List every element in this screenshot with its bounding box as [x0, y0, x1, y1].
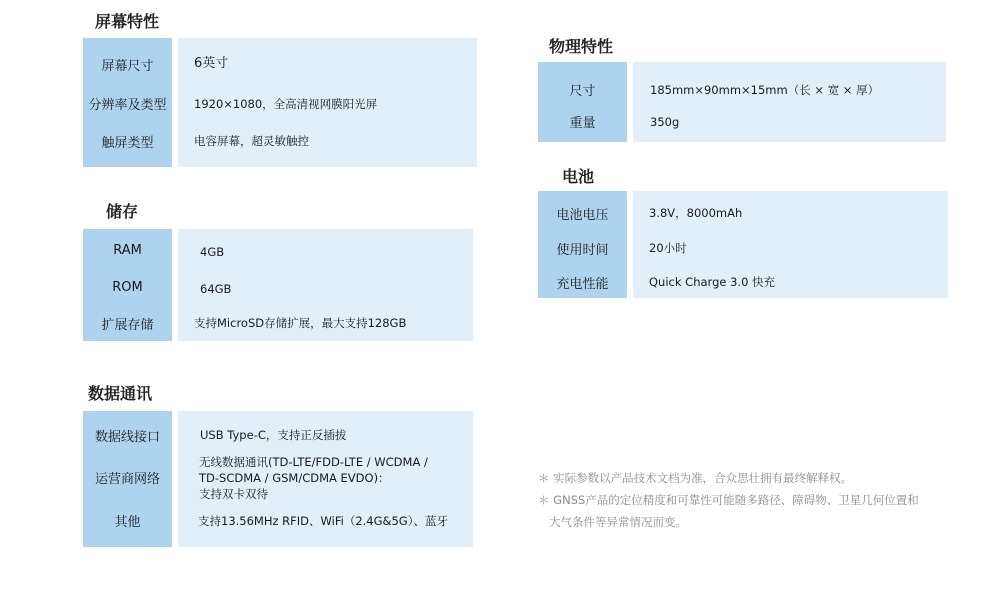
- physical-value-column: [633, 62, 946, 142]
- spec-value-screen-size: 6英寸: [194, 56, 229, 71]
- section-title-battery: 电池: [562, 167, 595, 186]
- spec-label-resolution: 分辨率及类型: [88, 98, 167, 113]
- spec-value-rom: 64GB: [200, 282, 232, 296]
- footnote-1: ＊ 实际参数以产品技术文档为准，合众思壮拥有最终解释权。: [538, 471, 853, 485]
- data-comm-spec-table: [83, 411, 473, 547]
- spec-label-screen-size: 屏幕尺寸: [101, 59, 154, 74]
- spec-value-resolution: 1920×1080，全高清视网膜阳光屏: [194, 97, 378, 111]
- storage-spec-table: [83, 229, 473, 341]
- spec-value-other: 支持13.56MHz RFID、WiFi（2.4G&5G）、蓝牙: [198, 514, 448, 528]
- spec-value-data-port: USB Type-C，支持正反插拔: [200, 428, 347, 442]
- spec-label-dimensions: 尺寸: [569, 84, 596, 99]
- spec-label-rom: ROM: [112, 280, 143, 295]
- spec-label-ram: RAM: [113, 243, 142, 258]
- screen-spec-table: [83, 38, 477, 167]
- spec-label-expandable-storage: 扩展存储: [101, 318, 154, 333]
- section-title-screen: 屏幕特性: [95, 12, 160, 31]
- physical-spec-table: [538, 62, 946, 142]
- spec-value-weight: 350g: [650, 115, 680, 129]
- spec-label-battery-voltage: 电池电压: [556, 208, 609, 223]
- spec-value-carrier-network-line-2: TD-SCDMA / GSM/CDMA EVDO)：: [199, 471, 390, 485]
- section-title-storage: 储存: [106, 202, 139, 221]
- spec-label-other: 其他: [114, 515, 141, 530]
- spec-value-usage-time: 20小时: [649, 241, 687, 255]
- spec-label-touch-type: 触屏类型: [101, 136, 154, 151]
- spec-value-charging: Quick Charge 3.0 快充: [649, 275, 776, 289]
- battery-spec-table: [538, 191, 948, 298]
- spec-label-usage-time: 使用时间: [556, 243, 609, 258]
- spec-value-battery-voltage: 3.8V，8000mAh: [649, 206, 743, 220]
- spec-value-expandable-storage: 支持MicroSD存储扩展，最大支持128GB: [194, 316, 407, 330]
- spec-value-dimensions: 185mm×90mm×15mm（长 × 宽 × 厚）: [650, 83, 880, 97]
- spec-value-ram: 4GB: [200, 245, 225, 259]
- spec-label-charging: 充电性能: [556, 277, 609, 292]
- spec-label-weight: 重量: [569, 116, 596, 131]
- section-title-physical: 物理特性: [549, 37, 614, 56]
- spec-value-carrier-network-line-3: 支持双卡双待: [199, 487, 268, 501]
- footnote-2: ＊ GNSS产品的定位精度和可靠性可能随多路径、障碍物、卫星几何位置和: [538, 493, 919, 507]
- spec-label-carrier-network: 运营商网络: [94, 472, 160, 487]
- footnote-2-continued: 大气条件等异常情况而变。: [549, 515, 687, 529]
- spec-value-carrier-network-line-1: 无线数据通讯(TD-LTE/FDD-LTE / WCDMA /: [199, 455, 428, 469]
- section-title-data-comm: 数据通讯: [88, 384, 153, 403]
- spec-label-data-port: 数据线接口: [94, 430, 160, 445]
- spec-value-touch-type: 电容屏幕，超灵敏触控: [194, 134, 309, 148]
